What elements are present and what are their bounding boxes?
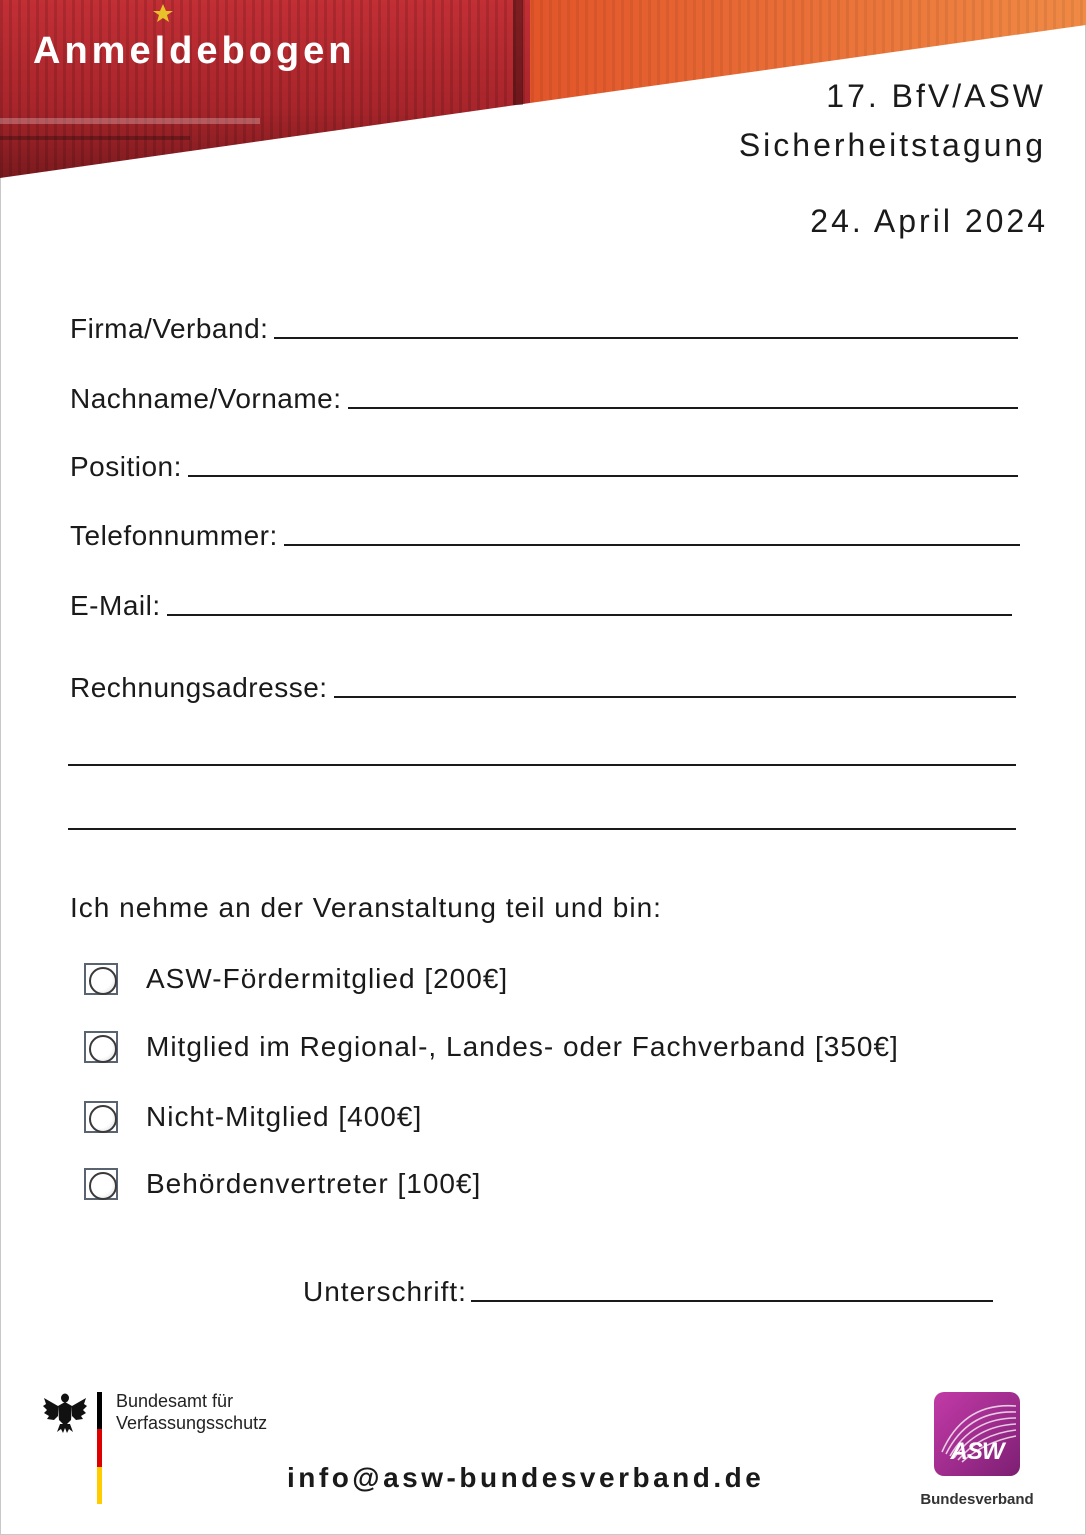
option-label: Mitglied im Regional-, Landes- oder Fachverband [350€]: [146, 1031, 899, 1062]
asw-logo: [912, 1390, 1042, 1515]
option-label: ASW-Fördermitglied [200€]: [146, 963, 509, 994]
field-label: Telefonnummer:: [70, 520, 278, 551]
radio-mitglied-verband[interactable]: [84, 1031, 118, 1063]
address-line-3[interactable]: [68, 828, 1016, 830]
signature-field[interactable]: [303, 1276, 993, 1308]
event-date: 24. April 2024: [810, 203, 1048, 239]
banner-title: Anmeldebogen: [33, 30, 356, 72]
option-foerdermitglied[interactable]: [84, 963, 508, 995]
bfv-name: [116, 1390, 267, 1434]
field-label: Position:: [70, 451, 182, 482]
field-input-line[interactable]: [167, 613, 1012, 616]
asw-logo-word: ASW: [950, 1438, 1004, 1465]
field-label: Rechnungsadresse:: [70, 672, 328, 703]
asw-subtitle: Bundesverband: [920, 1491, 1034, 1508]
field-input-line[interactable]: [334, 695, 1016, 698]
bfv-name-line2: Verfassungsschutz: [116, 1413, 268, 1433]
eagle-icon: [42, 1390, 88, 1434]
field-email[interactable]: [70, 590, 1012, 622]
radio-behoerdenvertreter[interactable]: [84, 1168, 118, 1200]
event-name-line2: Sicherheitstagung: [738, 127, 1046, 163]
field-label: E-Mail:: [70, 590, 161, 621]
bfv-name-line1: Bundesamt für: [116, 1391, 234, 1411]
asw-logo-mark: [934, 1392, 1020, 1476]
option-label: Nicht-Mitglied [400€]: [146, 1101, 423, 1132]
contact-email[interactable]: info@asw-bundesverband.de: [287, 1462, 765, 1493]
field-input-line[interactable]: [348, 406, 1018, 409]
participation-intro: Ich nehme an der Veranstaltung teil und bin:: [70, 892, 662, 923]
signature-input-line[interactable]: [471, 1300, 993, 1302]
address-line-2[interactable]: [68, 764, 1016, 766]
german-flag-bar: [97, 1392, 102, 1504]
option-mitglied-verband[interactable]: [84, 1031, 899, 1063]
field-input-line[interactable]: [188, 474, 1018, 477]
field-name[interactable]: [70, 383, 1018, 415]
event-name-line1: 17. BfV/ASW: [826, 78, 1046, 114]
field-input-line[interactable]: [274, 336, 1018, 339]
field-position[interactable]: [70, 451, 1018, 483]
signature-label: Unterschrift:: [303, 1276, 467, 1307]
field-firma[interactable]: [70, 313, 1018, 345]
field-label: Nachname/Vorname:: [70, 383, 342, 414]
field-label: Firma/Verband:: [70, 313, 269, 344]
option-nicht-mitglied[interactable]: [84, 1101, 422, 1133]
option-label: Behördenvertreter [100€]: [146, 1168, 482, 1199]
option-behoerdenvertreter[interactable]: [84, 1168, 481, 1200]
field-rechnungsadresse[interactable]: [70, 672, 1016, 704]
bfv-logo: [42, 1390, 302, 1505]
radio-foerdermitglied[interactable]: [84, 963, 118, 995]
field-telefon[interactable]: [70, 520, 1020, 552]
field-input-line[interactable]: [284, 543, 1020, 546]
radio-nicht-mitglied[interactable]: [84, 1101, 118, 1133]
